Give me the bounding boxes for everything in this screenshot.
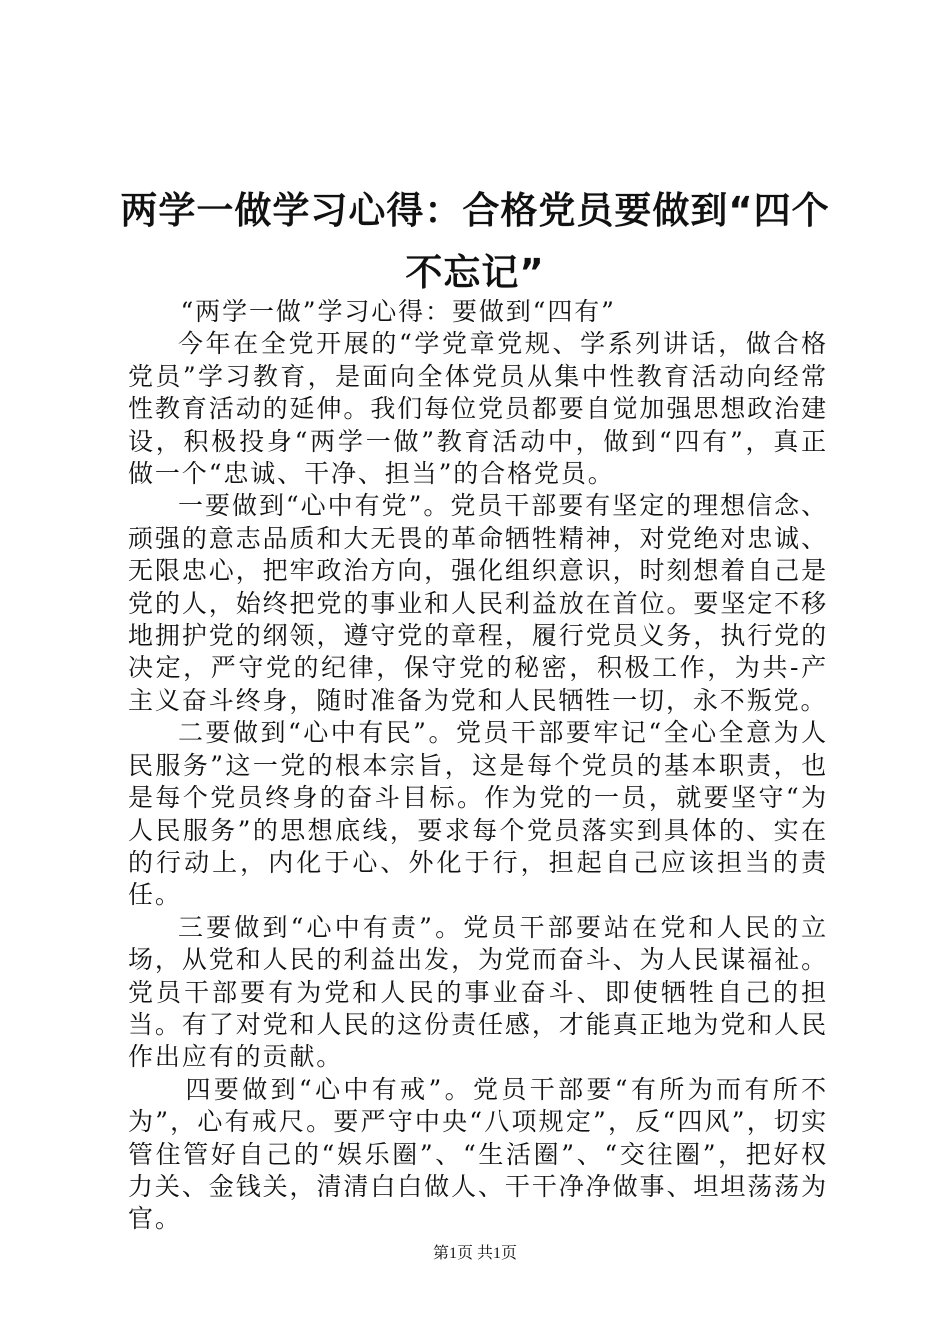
paragraph-subtitle: “两学一做”学习心得：要做到“四有” bbox=[180, 297, 616, 326]
paragraph-point-1: 一要做到“心中有党”。党员干部要有坚定的理想信念、顽强的意志品质和大无畏的革命牺牲精神，对党绝对忠诚、无限忠心，把牢政治方向，强化组织意识，时刻想着自己是党的人，始终把党的事业和人民利益放在首位。要坚定不移地拥护党的纲领，遵守党的章程，履行党员义务，执行党的决定，严守党的纪律，保守党的秘密，积极工作，为共-产主义奋斗终身，随时准备为党和人民牺牲一切，永不叛党。 bbox=[128, 491, 828, 715]
page-footer: 第1页 共1页 bbox=[432, 1245, 517, 1262]
paragraph-intro: 今年在全党开展的“学党章党规、学系列讲话，做合格党员”学习教育，是面向全体党员从集中性教育活动向经常性教育活动的延伸。我们每位党员都要自觉加强思想政治建设，积极投身“两学一做”教育活动中，做到“四有”，真正做一个“忠诚、干净、担当”的合格党员。 bbox=[128, 329, 828, 489]
paragraph-point-3: 三要做到“心中有责”。党员干部要站在党和人民的立场，从党和人民的利益出发，为党而奋斗、为人民谋福祉。党员干部要有为党和人民的事业奋斗、即使牺牲自己的担当。有了对党和人民的这份责任感，才能真正地为党和人民作出应有的贡献。 bbox=[128, 912, 828, 1072]
paragraph-point-4: 四要做到“心中有戒”。党员干部要“有所为而有所不为”，心有戒尺。要严守中央“八项规定”，反“四风”，切实管住管好自己的“娱乐圈”、“生活圈”、“交往圈”，把好权力关、金钱关，清清白白做人、干干净净做事、坦坦荡荡为官。 bbox=[128, 1074, 828, 1234]
document-body bbox=[128, 296, 828, 1236]
paragraph-point-2: 二要做到“心中有民”。党员干部要牢记“全心全意为人民服务”这一党的根本宗旨，这是每个党员的基本职责，也是每个党员终身的奋斗目标。作为党的一员，就要坚守“为人民服务”的思想底线，要求每个党员落实到具体的、实在的行动上，内化于心、外化于行，担起自己应该担当的责任。 bbox=[128, 718, 828, 910]
document-title: 两学一做学习心得：合格党员要做到“四个不忘记” bbox=[120, 189, 830, 294]
